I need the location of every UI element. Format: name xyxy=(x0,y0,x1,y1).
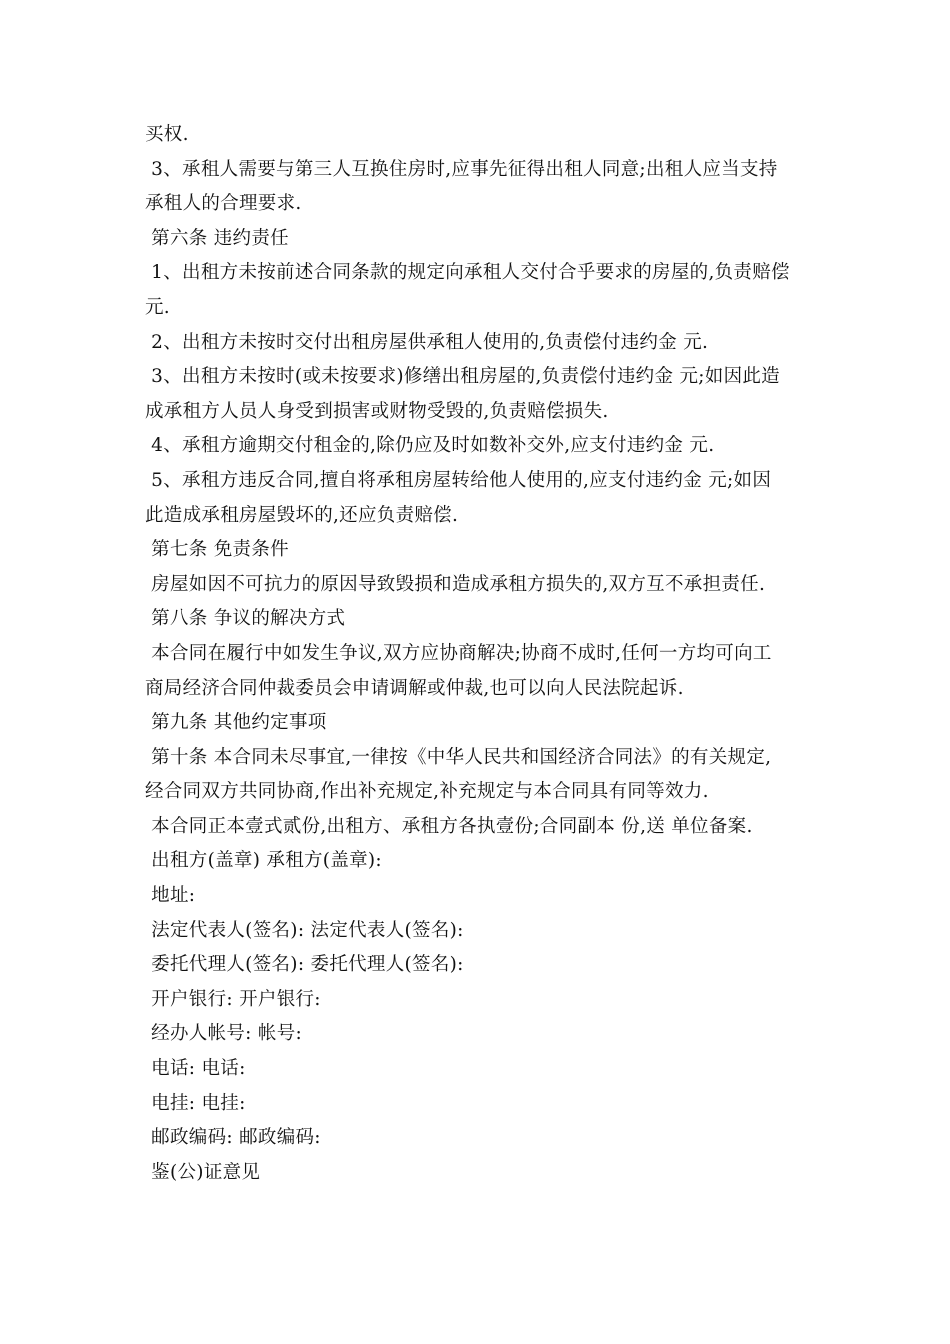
signature-line: 经办人帐号: 帐号: xyxy=(145,1023,303,1045)
signature-line: 委托代理人(签名): 委托代理人(签名): xyxy=(145,954,464,976)
section-heading: 第九条 其他约定事项 xyxy=(145,712,327,734)
text-line: 成承租方人员人身受到损害或财物受毁的,负责赔偿损失. xyxy=(145,400,609,422)
text-line: 2、出租方未按时交付出租房屋供承租人使用的,负责偿付违约金 元. xyxy=(145,331,709,353)
signature-line: 邮政编码: 邮政编码: xyxy=(145,1127,321,1149)
signature-line: 法定代表人(签名): 法定代表人(签名): xyxy=(145,919,464,941)
text-line: 本合同在履行中如发生争议,双方应协商解决;协商不成时,任何一方均可向工 xyxy=(145,642,772,664)
signature-line: 鉴(公)证意见 xyxy=(145,1161,261,1183)
text-line: 3、承租人需要与第三人互换住房时,应事先征得出租人同意;出租人应当支持 xyxy=(145,158,778,180)
section-heading: 第七条 免责条件 xyxy=(145,539,289,561)
signature-line: 开户银行: 开户银行: xyxy=(145,988,321,1010)
section-heading: 第十条 本合同未尽事宜,一律按《中华人民共和国经济合同法》的有关规定, xyxy=(145,746,772,768)
text-line: 买权. xyxy=(145,124,189,145)
signature-line: 地址: xyxy=(145,885,196,907)
text-line: 本合同正本壹式贰份,出租方、承租方各执壹份;合同副本 份,送 单位备案. xyxy=(145,815,753,837)
text-line: 5、承租方违反合同,擅自将承租房屋转给他人使用的,应支付违约金 元;如因 xyxy=(145,469,772,491)
text-line: 经合同双方共同协商,作出补充规定,补充规定与本合同具有同等效力. xyxy=(145,781,709,803)
text-line: 房屋如因不可抗力的原因导致毁损和造成承租方损失的,双方互不承担责任. xyxy=(145,573,766,595)
text-line: 此造成承租房屋毁坏的,还应负责赔偿. xyxy=(145,504,459,526)
document-body xyxy=(145,118,815,1190)
text-line: 3、出租方未按时(或未按要求)修缮出租房屋的,负责偿付违约金 元;如因此造 xyxy=(145,366,780,388)
text-line: 承租人的合理要求. xyxy=(145,193,302,215)
signature-line: 电挂: 电挂: xyxy=(145,1092,246,1114)
signature-line: 出租方(盖章) 承租方(盖章): xyxy=(145,850,382,872)
section-heading: 第八条 争议的解决方式 xyxy=(145,608,346,630)
text-line: 1、出租方未按前述合同条款的规定向承租人交付合乎要求的房屋的,负责赔偿 xyxy=(145,262,790,284)
text-line: 元. xyxy=(145,296,170,318)
section-heading: 第六条 违约责任 xyxy=(145,227,289,249)
text-line: 4、承租方逾期交付租金的,除仍应及时如数补交外,应支付违约金 元. xyxy=(145,435,715,457)
signature-line: 电话: 电话: xyxy=(145,1058,246,1080)
text-line: 商局经济合同仲裁委员会申请调解或仲裁,也可以向人民法院起诉. xyxy=(145,677,684,699)
